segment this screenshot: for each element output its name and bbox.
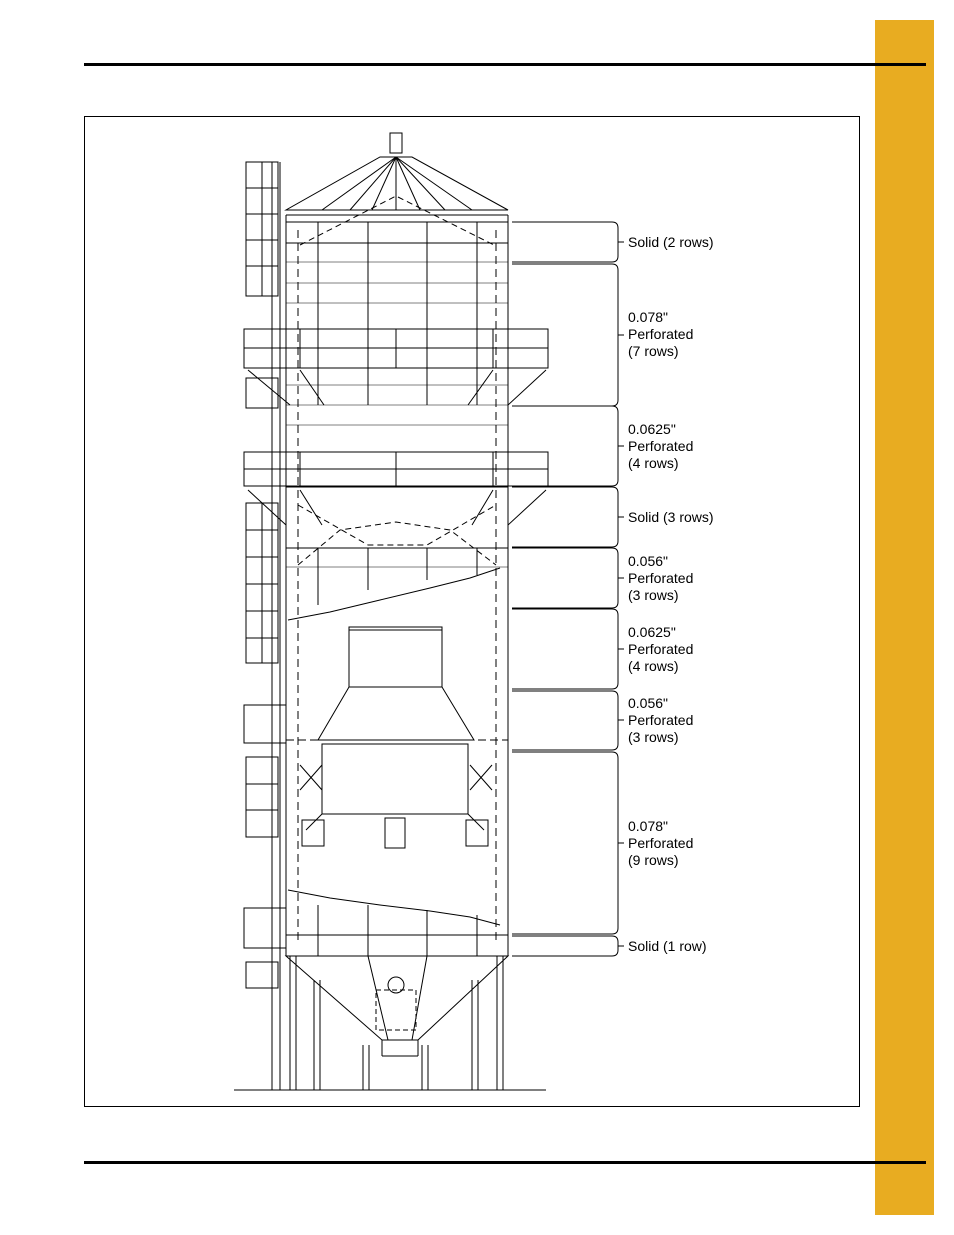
ladder-cages	[244, 162, 286, 1090]
section-label-solid-3-rows: Solid (3 rows)	[628, 509, 714, 525]
section-label-perforated-00625-4-rows-lower: 0.0625" Perforated (4 rows)	[628, 624, 694, 674]
section-label-solid-2-rows: Solid (2 rows)	[628, 234, 714, 250]
section-label-perforated-0056-3-rows: 0.056" Perforated (3 rows)	[628, 553, 694, 603]
section-label-solid-1-row: Solid (1 row)	[628, 938, 707, 954]
bottom-hopper	[234, 956, 546, 1090]
section-brackets	[512, 222, 624, 956]
section-label-perforated-0056-3-rows-lower: 0.056" Perforated (3 rows)	[628, 695, 694, 745]
section-label-perforated-00625-4-rows: 0.0625" Perforated (4 rows)	[628, 421, 694, 471]
section-label-perforated-0078-9-rows: 0.078" Perforated (9 rows)	[628, 818, 694, 868]
section-label-perforated-0078-7-rows: 0.078" Perforated (7 rows)	[628, 309, 694, 359]
bin-body	[286, 215, 508, 956]
internal-hopper	[300, 627, 492, 848]
roof	[286, 133, 508, 245]
platforms	[244, 329, 548, 525]
